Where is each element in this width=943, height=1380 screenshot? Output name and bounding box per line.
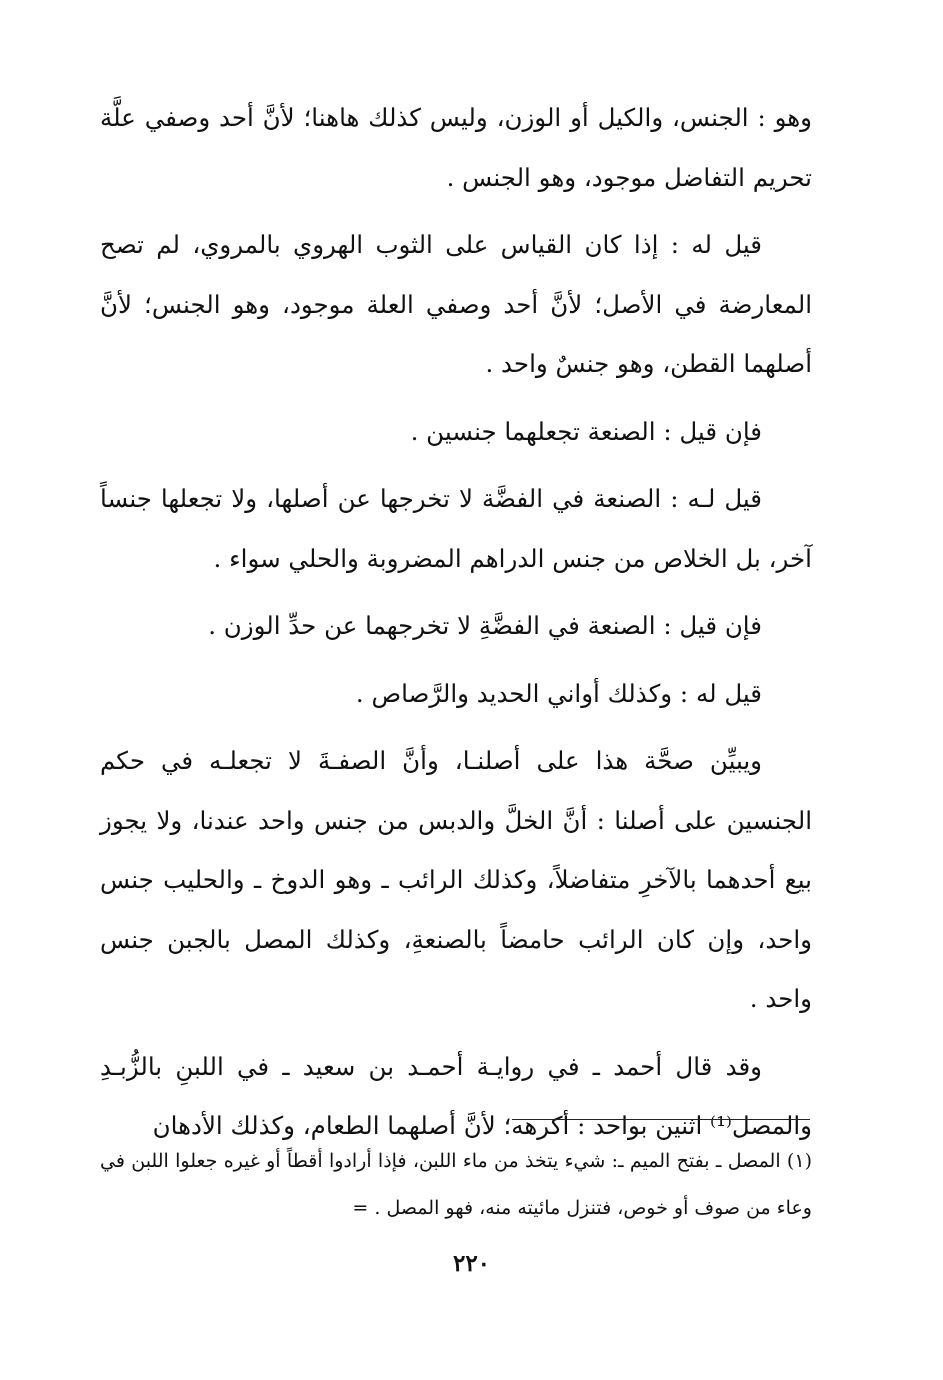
paragraph: قيل له : وكذلك أواني الحديد والرَّصاص .: [355, 678, 762, 708]
page-number: ٢٢٠: [452, 1250, 491, 1277]
paragraph: فإن قيل : الصنعة في الفضَّةِ لا تخرجهما عن حدِّ الوزن .: [208, 611, 762, 640]
paragraph: وقد قال أحمد ـ في روايـة أحمـد بن سعيد ـ في اللبنِ بالزُّبـدِ والمصل⁽¹⁾ اثنين بواحد : أكرهه؛ لأنَّ أصلهما الطعام، وكذلك الأدهان: [100, 1051, 812, 1140]
footnote-separator: [512, 1119, 810, 1120]
paragraph: ويبيِّن صحَّة هذا على أصلنـا، وأنَّ الصفـةَ لا تجعلـه في حكم الجنسين على أصلنا : أنَّ الخلَّ والدبس من جنس واحد عندنا، ولا يجوز بيع أحدهما بالآخرِ متفاضلاً، وكذلك الرائب ـ وهو الدوخ ـ والحليب جنس واحد، وإن كان الرائب حامضاً بالصنعةِ، وكذلك المصل بالجبن جنس واحد .: [100, 746, 812, 1013]
paragraph: فإن قيل : الصنعة تجعلهما جنسين .: [410, 416, 762, 446]
paragraph: قيل له : إذا كان القياس على الثوب الهروي بالمروي، لم تصح المعارضة في الأصل؛ لأنَّ أحد وصفي العلة موجود، وهو الجنس؛ لأنَّ أصلهما القطن، وهو جنسٌ واحد .: [100, 230, 812, 378]
paragraph: قيل لـه : الصنعة في الفضَّة لا تخرجها عن أصلها، ولا تجعلها جنساً آخر، بل الخلاص من جنس الدراهم المضروبة والحلي سواء .: [100, 484, 812, 573]
footnote: (١) المصل ـ بفتح الميم ـ: شيء يتخذ من ماء اللبن، فإذا أرادوا أقطاً أو غيره جعلوا اللبن في وعاء من صوف أو خوص، فتنزل مائيته منه، فهو المصل . =: [100, 1150, 812, 1219]
footnotes: [100, 1138, 812, 1232]
main-text: [100, 88, 812, 1164]
paragraph: وهو : الجنس، والكيل أو الوزن، وليس كذلك هاهنا؛ لأنَّ أحد وصفي علَّة تحريم التفاضل موجود، وهو الجنس .: [100, 103, 812, 192]
